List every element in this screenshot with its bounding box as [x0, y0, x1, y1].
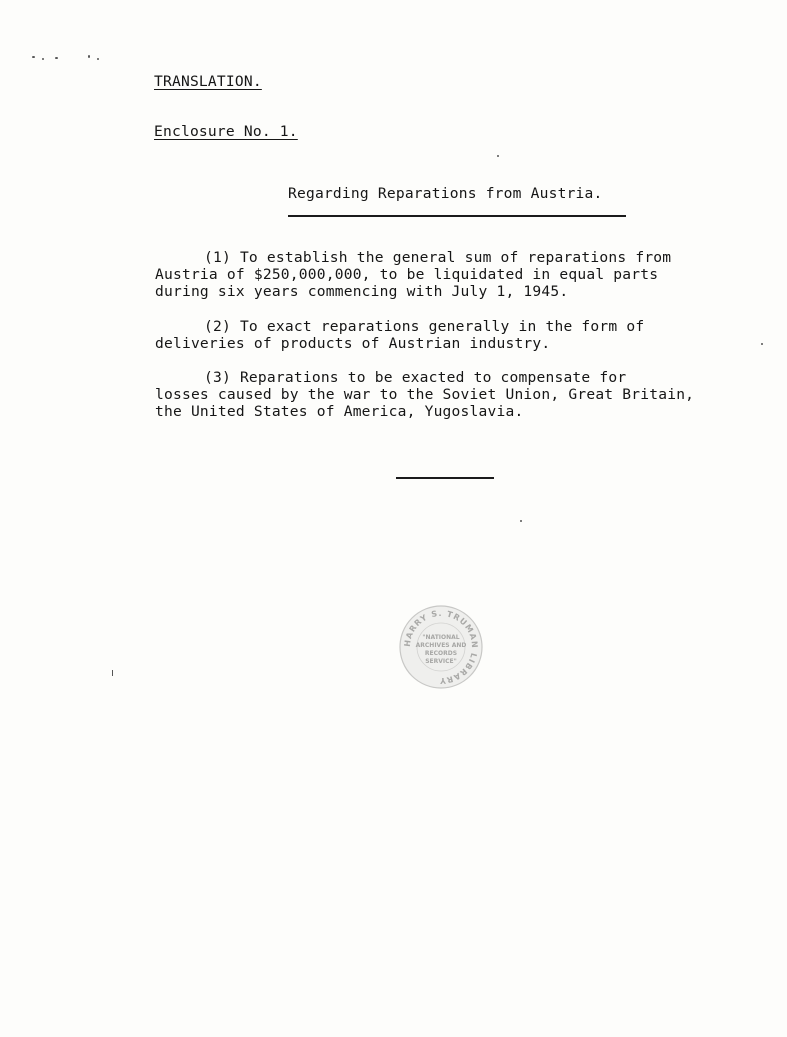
scan-mark [32, 56, 35, 58]
paragraph-3 [155, 369, 694, 421]
closing-rule [396, 477, 494, 479]
title-rule [288, 215, 626, 217]
paragraph-line: the United States of America, Yugoslavia. [155, 403, 524, 421]
scan-mark [497, 155, 499, 157]
scan-mark [112, 670, 113, 676]
paragraph-1 [155, 249, 671, 301]
enclosure-label: Enclosure No. 1. [154, 123, 298, 140]
paragraph-line: Austria of $250,000,000, to be liquidated in equal parts [155, 266, 659, 284]
scan-mark [520, 520, 522, 522]
paragraph-line: during six years commencing with July 1, 1945. [155, 283, 569, 301]
document-title: Regarding Reparations from Austria. [288, 185, 603, 202]
paragraph-line: (3) Reparations to be exacted to compensate for [204, 369, 627, 386]
stamp-line: "NATIONAL [422, 634, 460, 641]
scan-mark [761, 343, 763, 345]
paragraph-line: deliveries of products of Austrian industry. [155, 335, 551, 353]
stamp-line: SERVICE" [425, 658, 457, 665]
scan-mark [88, 55, 90, 58]
scan-mark [97, 58, 99, 60]
stamp-line: RECORDS [424, 650, 458, 657]
paragraph-2 [155, 318, 644, 352]
stamp-ring-text: HARRY S. TRUMAN LIBRARY [402, 608, 480, 686]
paragraph-line: (1) To establish the general sum of reparations from [204, 249, 672, 266]
paragraph-line: (2) To exact reparations generally in the form of [204, 318, 645, 335]
paragraph-line: losses caused by the war to the Soviet Union, Great Britain, [155, 386, 695, 404]
stamp-line: ARCHIVES AND [415, 642, 467, 649]
scan-mark [55, 57, 58, 59]
archive-stamp-seal [398, 604, 484, 690]
header-label: TRANSLATION. [154, 73, 262, 90]
scan-mark [42, 58, 44, 60]
